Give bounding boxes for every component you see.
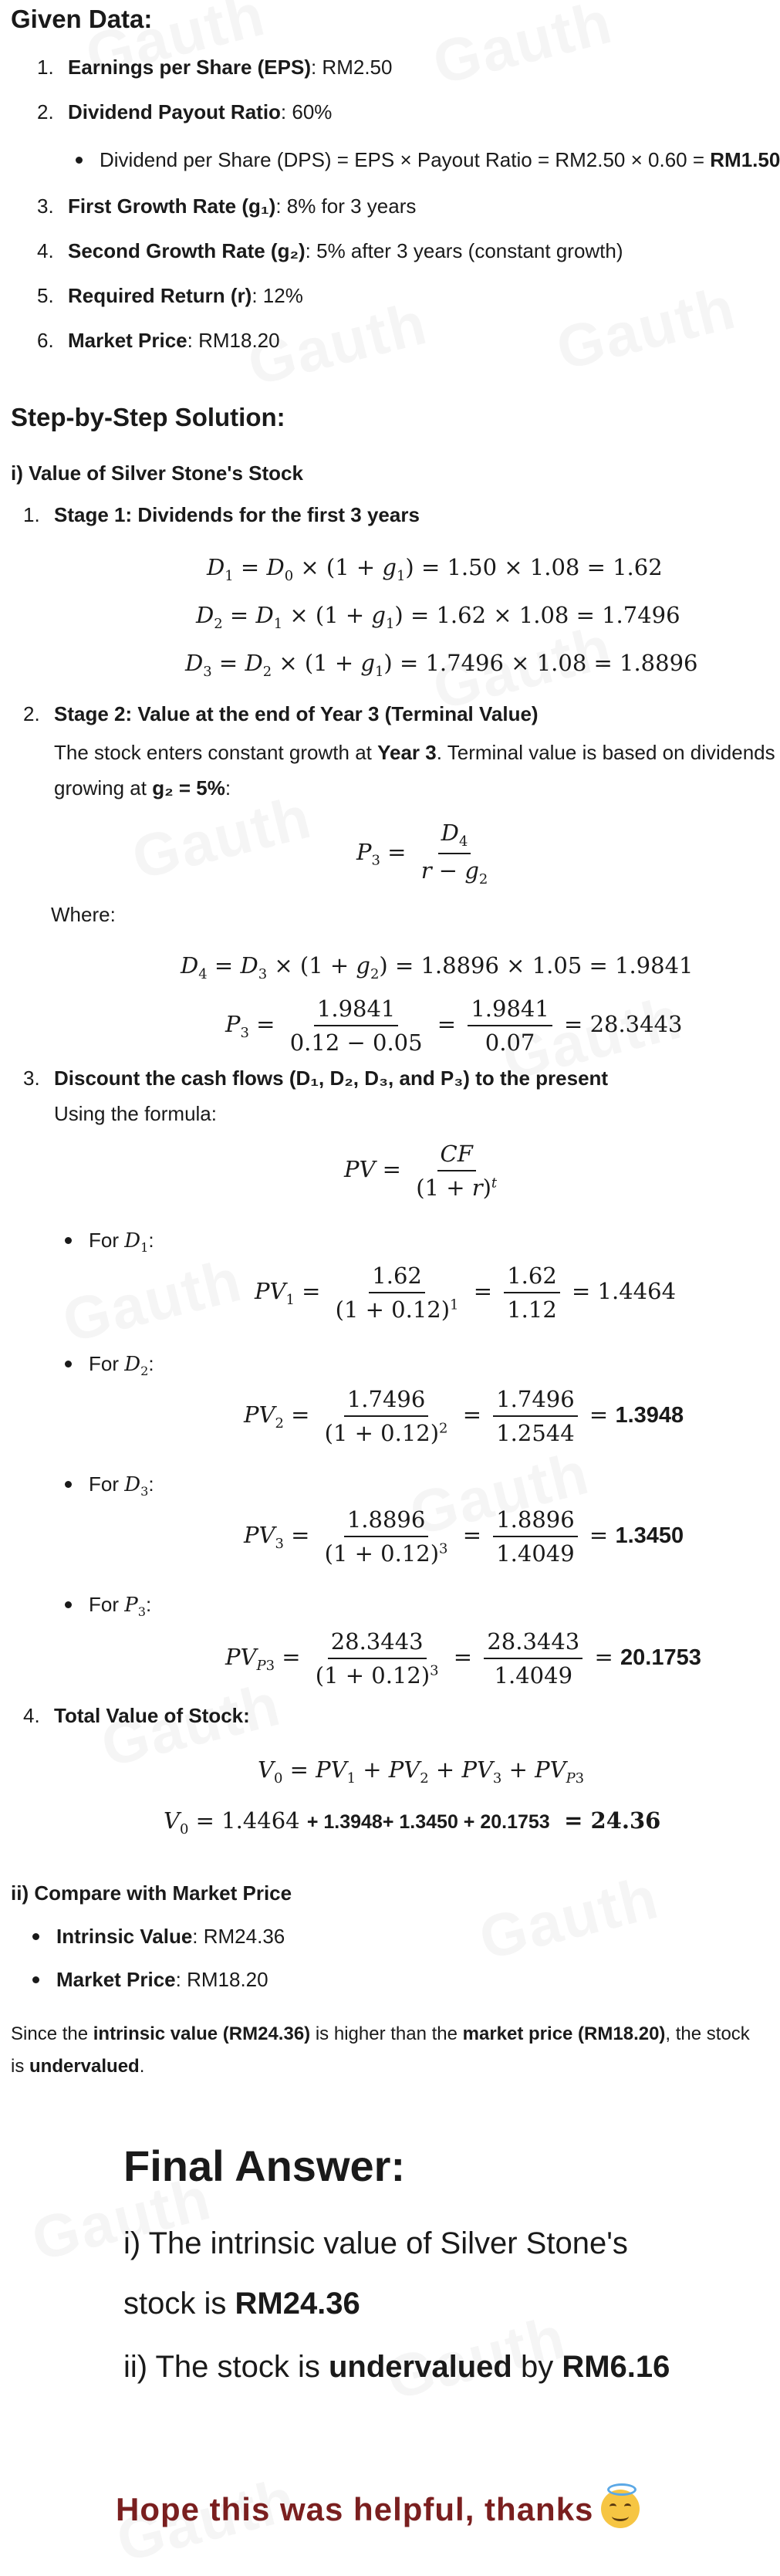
equation-pvp3: $PV_{P3}$ = $\frac{28.3443}{(1 + 0.12)^3}$ = $\frac{28.3443}{1.4049}$ = 20.1753 (225, 1628, 701, 1689)
item-number: 3. (37, 194, 54, 218)
part-1-heading: i) Value of Silver Stone's Stock (11, 461, 303, 485)
equation-result: = 1.62 × 1.08 = 1.7496 (410, 602, 680, 628)
text: For (89, 1229, 125, 1252)
final-answer-heading: Final Answer: (123, 2142, 406, 2190)
item-label: Intrinsic Value (56, 1925, 193, 1948)
total-term: = 1.4464 (195, 1807, 300, 1834)
given-item-g2 (37, 239, 623, 263)
item-label: Second Growth Rate (g₂) (68, 239, 306, 262)
market-price-item (32, 1968, 268, 1992)
equation-result: = 24.36 (564, 1807, 661, 1834)
numerator: 1.9841 (468, 996, 552, 1026)
item-value: : 12% (252, 284, 303, 307)
final-answer-line-2 (123, 2284, 360, 2323)
item-label: Market Price (68, 329, 187, 352)
bullet-icon (65, 1601, 72, 1608)
text: The stock enters constant growth at (54, 741, 378, 764)
item-number: 4. (37, 239, 54, 262)
numerator: 1.62 (369, 1263, 425, 1293)
bullet-icon (32, 1976, 39, 1983)
item-value: RM1.50 (710, 148, 780, 171)
where-label: Where: (51, 903, 116, 926)
bullet-icon (65, 1237, 72, 1244)
numerator: 1.8896 (344, 1506, 428, 1537)
equation-d1: $D_1 = D_0 \times (1 + g_1) = 1.50 \times 1.08 = 1.62$ (207, 554, 663, 584)
item-number: 2. (37, 100, 54, 123)
for-p3-label: For $P_3$: (65, 1593, 151, 1620)
footer-thanks (116, 2491, 640, 2531)
item-label: Market Price (56, 1968, 176, 1991)
given-data-heading: Given Data: (11, 5, 153, 33)
conclusion-text (11, 2056, 144, 2078)
stage-3-heading (23, 1067, 608, 1090)
item-label: Dividend Payout Ratio (68, 100, 281, 123)
denominator: 1.4049 (494, 1662, 573, 1689)
text: by (512, 2350, 562, 2384)
denominator: (1 + 0.12) (335, 1296, 451, 1323)
stage-4-heading (23, 1704, 250, 1728)
equation-d4: $D_4 = D_3 \times (1 + g_2) = 1.8896 \times 1.05 = 1.9841$ (181, 952, 694, 982)
item-label: Discount the cash flows (D₁, D₂, D₃, and P₃) to the present (54, 1067, 609, 1090)
equation-total-formula: $V_0 = PV_1 + PV_2 + PV_3 + PV_{P3}$ (258, 1756, 585, 1787)
denominator: (1 + 0.12) (324, 1420, 440, 1446)
denominator: 1.4049 (496, 1540, 575, 1567)
item-label: Stage 1: Dividends for the first 3 years (54, 503, 420, 526)
watermark (472, 1862, 665, 1974)
text: For (89, 1593, 125, 1616)
text: Since the (11, 2023, 93, 2044)
for-d2-label: For $D_2$: (65, 1352, 154, 1379)
equation-result: = 1.50 × 1.08 = 1.62 (420, 554, 663, 580)
denominator: 0.07 (485, 1029, 535, 1056)
final-answer-line-1: i) The intrinsic value of Silver Stone's (123, 2226, 628, 2260)
equation-d3: $D_3 = D_2 \times (1 + g_1) = 1.7496 \times 1.08 = 1.8896$ (185, 650, 698, 680)
item-value: : RM18.20 (175, 1968, 268, 1991)
bullet-icon (65, 1361, 72, 1367)
denominator: (1 + 0.12) (324, 1540, 440, 1567)
equation-pv-formula: PV = $\frac{CF}{(1 + r)^t}$ (344, 1141, 498, 1201)
item-label: Total Value of Stock: (54, 1704, 250, 1727)
text: . Terminal value is based on dividends (436, 741, 775, 764)
item-number: 4. (23, 1704, 40, 1727)
item-number: 1. (23, 503, 40, 526)
equation-p3-value: $P_3$ = $\frac{1.9841}{0.12 - 0.05}$ = $\frac{1.9841}{0.07}$ = 28.3443 (225, 996, 683, 1056)
given-item-eps (37, 56, 392, 79)
footer-text: Hope this was helpful, thanks (116, 2491, 594, 2527)
stage-2-text (54, 776, 231, 800)
item-number: 5. (37, 284, 54, 307)
text: stock is (123, 2287, 235, 2321)
intrinsic-value-item (32, 1925, 285, 1949)
conclusion-text (11, 2023, 750, 2046)
item-label: Earnings per Share (EPS) (68, 56, 311, 79)
equation-result: 1.3948 (615, 1403, 684, 1428)
equation-pv1: $PV_1$ = $\frac{1.62}{(1 + 0.12)^1}$ = $\frac{1.62}{1.12}$ = 1.4464 (255, 1263, 677, 1323)
denominator: 1.2544 (496, 1420, 575, 1446)
stage-2-text (54, 741, 775, 765)
item-value: : RM18.20 (187, 329, 280, 352)
equation-result: 1.3450 (615, 1523, 684, 1548)
text-bold: RM24.36 (235, 2287, 360, 2321)
item-number: 1. (37, 56, 54, 79)
numerator: 1.62 (504, 1263, 560, 1293)
numerator: 1.7496 (493, 1386, 577, 1417)
bullet-icon (76, 157, 83, 164)
item-number: 3. (23, 1067, 40, 1090)
given-item-dps (76, 148, 780, 172)
item-number: 2. (23, 702, 40, 725)
watermark (549, 272, 742, 384)
numerator: 1.8896 (493, 1506, 577, 1537)
text: growing at (54, 776, 153, 800)
smiling-face-with-halo-icon (601, 2490, 640, 2528)
formula-intro: Using the formula: (54, 1102, 217, 1125)
given-item-g1 (37, 194, 416, 218)
equation-d2: $D_2 = D_1 \times (1 + g_1) = 1.62 \times 1.08 = 1.7496$ (196, 602, 680, 632)
text: . (139, 2056, 145, 2077)
denominator: 1.12 (507, 1296, 557, 1323)
watermark (426, 0, 619, 99)
stage-1-heading (23, 503, 420, 527)
text-bold: intrinsic value (RM24.36) (93, 2023, 311, 2044)
final-answer-line-3 (123, 2348, 670, 2386)
item-value: : 8% for 3 years (275, 194, 417, 218)
text: is higher than the (310, 2023, 463, 2044)
text: For (89, 1352, 125, 1375)
equation-result: = 1.8896 × 1.05 = 1.9841 (394, 952, 694, 979)
numerator: 28.3443 (484, 1628, 582, 1659)
text-bold: undervalued (329, 2350, 512, 2384)
item-value: : RM2.50 (310, 56, 393, 79)
equation-result: = 28.3443 (564, 1011, 683, 1037)
text: : (225, 776, 231, 800)
for-d1-label: For $D_1$: (65, 1229, 154, 1256)
item-label: First Growth Rate (g₁) (68, 194, 276, 218)
given-item-r (37, 284, 303, 308)
numerator: 1.7496 (344, 1386, 428, 1417)
equation-result: = 1.7496 × 1.08 = 1.8896 (399, 650, 698, 676)
equation-p3-formula: $P_3$ = $\frac{D_4}{r - g_2}$ (356, 820, 488, 887)
exponent: 3 (439, 1540, 448, 1557)
exponent: 3 (430, 1662, 439, 1679)
item-text: Dividend per Share (DPS) = EPS × Payout Ratio = RM2.50 × 0.60 = (100, 148, 711, 171)
item-value: : 60% (280, 100, 333, 123)
numerator: 1.9841 (314, 996, 398, 1026)
equation-result: 20.1753 (620, 1645, 701, 1670)
text-bold: market price (RM18.20) (462, 2023, 666, 2044)
bullet-icon (65, 1481, 72, 1488)
item-value: : 5% after 3 years (constant growth) (305, 239, 623, 262)
text-bold: RM6.16 (562, 2350, 670, 2384)
item-label: Stage 2: Value at the end of Year 3 (Terminal Value) (54, 702, 539, 725)
text-bold: g₂ = 5% (152, 776, 225, 800)
solution-heading: Step-by-Step Solution: (11, 403, 285, 431)
equation-result: = 1.4464 (572, 1278, 677, 1304)
for-d3-label: For $D_3$: (65, 1472, 154, 1499)
equation-pv2: $PV_2$ = $\frac{1.7496}{(1 + 0.12)^2}$ = $\frac{1.7496}{1.2544}$ = 1.3948 (244, 1386, 684, 1446)
numerator: 28.3443 (328, 1628, 427, 1659)
exponent: 1 (450, 1296, 459, 1313)
watermark (56, 1245, 248, 1357)
equation-total-value: $V_0 = 1.4464 + 1.3948+ 1.3450 + 20.1753 = 24.36$ (164, 1807, 661, 1837)
denominator: 0.12 − 0.05 (289, 1029, 423, 1056)
text: , the stock (665, 2023, 750, 2044)
total-terms: + 1.3948+ 1.3450 + 20.1753 (306, 1811, 550, 1833)
text-bold: undervalued (29, 2056, 140, 2077)
given-item-payout (37, 100, 332, 124)
bullet-icon (32, 1933, 39, 1940)
denominator: (1 + 0.12) (315, 1662, 431, 1689)
item-number: 6. (37, 329, 54, 352)
equation-pv3: $PV_3$ = $\frac{1.8896}{(1 + 0.12)^3}$ = $\frac{1.8896}{1.4049}$ = 1.3450 (244, 1506, 684, 1567)
part-2-heading: ii) Compare with Market Price (11, 1881, 292, 1905)
item-label: Required Return (r) (68, 284, 252, 307)
text: For (89, 1472, 125, 1496)
item-value: : RM24.36 (192, 1925, 285, 1948)
text-bold: Year 3 (377, 741, 437, 764)
given-item-price (37, 329, 280, 353)
stage-2-heading (23, 702, 539, 726)
text: ii) The stock is (123, 2350, 329, 2384)
exponent: 2 (439, 1420, 448, 1437)
text: is (11, 2056, 29, 2077)
